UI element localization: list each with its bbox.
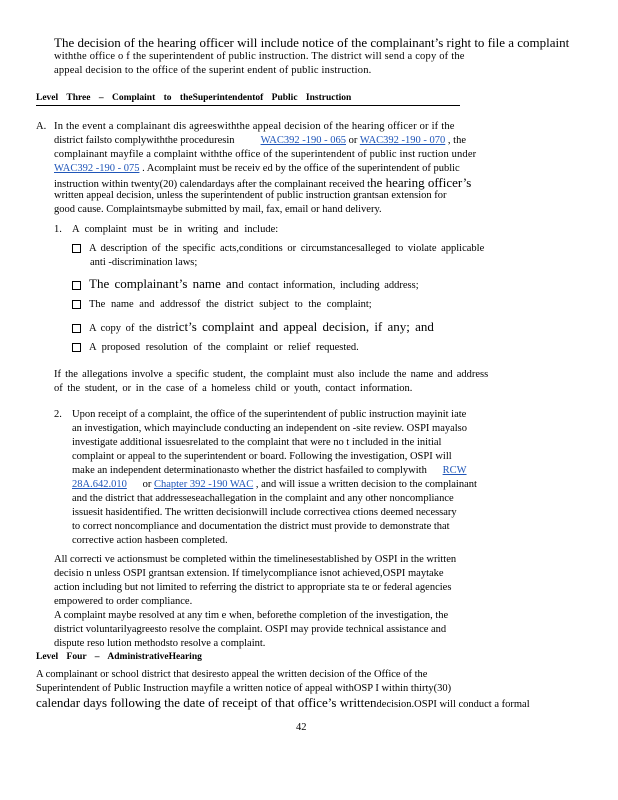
bullet-district-name xyxy=(72,298,372,312)
bullet-copy-decision-big: ict’s complaint and appeal decision, if any; and xyxy=(175,319,434,334)
bullet-name-contact-text: d contact information, including address; xyxy=(238,280,419,291)
item-1-text: A complaint must be in writing and include: xyxy=(72,224,279,235)
resolved-line-1: A complaint maybe resolved at any tim e when, beforethe completion of the investigation, the xyxy=(54,610,449,621)
section-a-line-7: good cause. Complaintsmaybe submitted by mail, fax, email or hand delivery. xyxy=(54,204,382,215)
bullet-proposed-resolution xyxy=(72,341,359,355)
rcw-28a-link[interactable]: 28A.642.010 xyxy=(72,479,127,490)
allegations-line-1: If the allegations involve a specific student, the complaint must also include the name and address xyxy=(54,369,489,380)
item-2-line-8: issuesit hasidentified. The written decisionwill include correctivea ctions deemed necessary xyxy=(72,507,457,518)
level-three-heading: Level Three – Complaint to theSuperintendentof Public Instruction xyxy=(36,93,352,103)
intro-line-1: The decision of the hearing officer will include notice of the complainant’s right to file a complaint xyxy=(54,35,570,50)
section-a-line-2-text: district failsto complywiththe proceduresin xyxy=(54,135,235,146)
level-four-line-3-text: decision.OSPI will conduct a formal xyxy=(376,699,530,710)
section-a-line-5-big: he hearing officer’s xyxy=(370,175,472,190)
section-a-line-2-end: , the xyxy=(447,135,466,146)
item-2-line-3: investigate additional issuesrelated to the complaint that were no t included in the initial xyxy=(72,437,442,448)
section-a-line-2 xyxy=(54,134,466,148)
checkbox-icon xyxy=(72,324,81,333)
level-four-line-3-big: calendar days following the date of receipt of that office’s written xyxy=(36,695,377,710)
bullet-copy-decision-text: A copy of the distr xyxy=(89,323,176,334)
level-four-line-2: Superintendent of Public Instruction mayfile a written notice of appeal withOSP I within thirty(30) xyxy=(36,683,452,694)
checkbox-icon xyxy=(72,343,81,352)
bullet-description-text: A description of the specific acts,conditions or circumstancesalleged to violate applicable xyxy=(89,243,485,254)
chapter-392-190-link[interactable]: Chapter 392 -190 WAC xyxy=(153,479,254,490)
section-a-line-1: In the event a complainant dis agreeswiththe appeal decision of the hearing officer or if the xyxy=(54,121,455,132)
wac-070-link[interactable]: WAC392 -190 - 070 xyxy=(359,135,446,146)
bullet-description xyxy=(72,242,484,256)
item-2-line-2: an investigation, which mayinclude conducting an independent on -site review. OSPI mayalso xyxy=(72,423,468,434)
wac-065-link[interactable]: WAC392 -190 - 065 xyxy=(260,135,347,146)
checkbox-icon xyxy=(72,281,81,290)
item-2-line-6-text: , and will issue a written decision to the complainant xyxy=(255,479,477,490)
checkbox-icon xyxy=(72,244,81,253)
heading-underline xyxy=(36,105,460,106)
bullet-description-cont: anti -discrimination laws; xyxy=(90,257,198,268)
item-2-line-9: to correct noncompliance and documentation the district must provide to demonstrate that xyxy=(72,521,450,532)
item-2-line-5-text: make an independent determinationasto whether the district hasfailed to complywith xyxy=(72,465,427,476)
corrective-line-1: All correcti ve actionsmust be completed within the timelinesestablished by OSPI in the written xyxy=(54,554,457,565)
section-a-line-3: complainant mayfile a complaint withthe office of the superintendent of public inst ruction under xyxy=(54,149,477,160)
item-2-line-1: Upon receipt of a complaint, the office of the superintendent of public instruction mayinit iate xyxy=(72,409,467,420)
bullet-copy-decision xyxy=(72,319,434,336)
item-2-line-5 xyxy=(72,464,467,478)
corrective-line-2: decisio n unless OSPI grantsan extension. If timelycompliance isnot achieved,OSPI maytake xyxy=(54,568,444,579)
resolved-line-2: district voluntarilyagreesto resolve the complaint. OSPI may provide technical assistance and xyxy=(54,624,447,635)
bullet-name-contact-big: The complainant’s name an xyxy=(89,276,239,291)
bullet-district-name-text: The name and addressof the district subject to the complaint; xyxy=(89,299,372,310)
intro-line-2: withthe office o f the superintendent of public instruction. The district will send a copy of the xyxy=(54,51,465,62)
item-2-line-10: corrective action hasbeen completed. xyxy=(72,535,228,546)
section-a-line-4 xyxy=(54,162,460,176)
section-a-line-5-text: instruction within twenty(20) calendardays after the complainant received t xyxy=(54,179,371,190)
intro-line-3: appeal decision to the office of the superint endent of public instruction. xyxy=(54,65,372,76)
wac-075-link[interactable]: WAC392 -190 - 075 xyxy=(54,163,140,174)
page-number: 42 xyxy=(296,722,307,733)
item-2-or: or xyxy=(142,479,152,490)
bullet-proposed-resolution-text: A proposed resolution of the complaint or relief requested. xyxy=(89,342,359,353)
rcw-link[interactable]: RCW xyxy=(442,465,467,476)
bullet-name-contact xyxy=(72,276,419,293)
resolved-line-3: dispute reso lution methodsto resolve a complaint. xyxy=(54,638,266,649)
section-a-marker: A. xyxy=(36,121,47,132)
section-a-line-6: written appeal decision, unless the superintendent of public instruction grantsan extension for xyxy=(54,190,447,201)
corrective-line-3: action including but not limited to referring the district to appropriate sta te or federal agencies xyxy=(54,582,452,593)
item-2-marker: 2. xyxy=(54,409,62,420)
item-2-line-4: complaint or appeal to the superintendent or board. Following the investigation, OSPI will xyxy=(72,451,452,462)
item-1-marker: 1. xyxy=(54,224,62,235)
item-2-line-7: and the district that addresseseachallegation in the complaint and any other noncompliance xyxy=(72,493,454,504)
allegations-line-2: of the student, or in the case of a homeless child or youth, contact information. xyxy=(54,383,413,394)
item-2-line-6 xyxy=(72,478,477,492)
section-a-or: or xyxy=(348,135,358,146)
level-four-line-3 xyxy=(36,695,530,712)
corrective-line-4: empowered to order compliance. xyxy=(54,596,193,607)
section-a-line-4-text: . Acomplaint must be receiv ed by the office of the superintendent of public xyxy=(142,163,460,174)
level-four-line-1: A complainant or school district that desiresto appeal the written decision of the Office of the xyxy=(36,669,428,680)
level-four-heading: Level Four – AdministrativeHearing xyxy=(36,652,202,662)
checkbox-icon xyxy=(72,300,81,309)
